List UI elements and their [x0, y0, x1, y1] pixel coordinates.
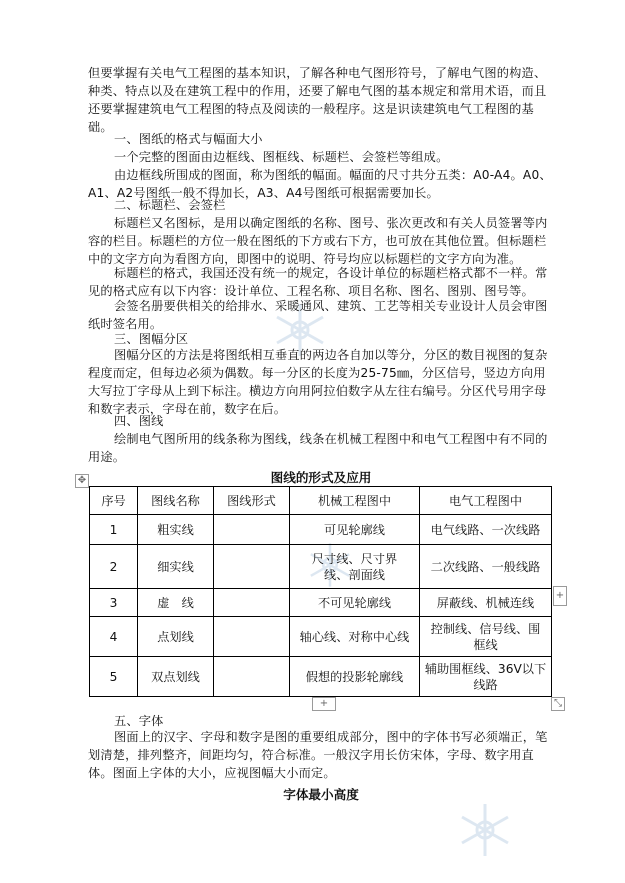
table-header-cell: 图线名称 — [138, 487, 214, 515]
table-cell — [214, 589, 290, 617]
body-paragraph: 绘制电气图所用的线条称为图线，线条在机械工程图中和电气工程图中有不同的用途。 — [88, 432, 548, 464]
body-paragraph: 标题栏的格式，我国还没有统一的规定，各设计单位的标题栏格式都不一样。常见的格式应有以下内容：设计单位、工程名称、项目名称、图名、图别、图号等。 — [88, 266, 548, 298]
intro-paragraph: 但要掌握有关电气工程图的基本知识，了解各种电气图形符号，了解电气图的构造、种类、特点以及在建筑工程中的作用，还要了解电气图的基本规定和常用术语，而且还要掌握建筑电气工程图的特点及阅读的一般程序。这是识读建筑电气工程图的基础。 — [88, 66, 547, 134]
table-cell: 3 — [90, 589, 138, 617]
table-cell — [214, 617, 290, 657]
table-cell: 不可见轮廓线 — [290, 589, 420, 617]
body-paragraph: 会签名册要供相关的给排水、采暖通风、建筑、工艺等相关专业设计人员会审图纸时签名用。 — [88, 299, 548, 331]
snowflake-watermark-icon — [455, 800, 515, 860]
table-cell: 粗实线 — [138, 515, 214, 545]
body-paragraph: 图面上的汉字、字母和数字是图的重要组成部分，图中的字体书写必须端正，笔划清楚，排列整齐，间距均匀，符合标准。一般汉字用长仿宋体，字母、数字用直体。图面上字体的大小，应视图幅大小而定。 — [88, 730, 548, 780]
table-cell: 细实线 — [138, 545, 214, 589]
table-cell: 1 — [90, 515, 138, 545]
table-cell: 双点划线 — [138, 657, 214, 697]
table-title: 图线的形式及应用 — [270, 470, 372, 485]
table-cell: 轴心线、对称中心线 — [290, 617, 420, 657]
table-header-cell: 电气工程图中 — [420, 487, 552, 515]
table-header-cell: 图线形式 — [214, 487, 290, 515]
line-types-table — [89, 486, 552, 697]
table-row — [90, 545, 552, 589]
body-paragraph: 由边框线所围成的图面，称为图纸的幅面。幅面的尺寸共分五类：A0-A4。A0、A1、A2号图纸一般不得加长，A3、A4号图纸可根据需要加长。 — [88, 168, 552, 200]
table-row — [90, 589, 552, 617]
table-cell: 5 — [90, 657, 138, 697]
table-cell: 屏蔽线、机械连线 — [420, 589, 552, 617]
table-row — [90, 657, 552, 697]
table-header-cell: 机械工程图中 — [290, 487, 420, 515]
table-cell: 二次线路、一般线路 — [420, 545, 552, 589]
section-heading-3: 三、图幅分区 — [114, 332, 189, 346]
table-cell — [214, 545, 290, 589]
table-cell: 虚 线 — [138, 589, 214, 617]
section-heading-2: 二、标题栏、会签栏 — [114, 198, 226, 212]
table-cell: 控制线、信号线、围框线 — [420, 617, 552, 657]
table-header-row — [90, 487, 552, 515]
add-row-button[interactable]: + — [312, 697, 336, 711]
table-cell: 电气线路、一次线路 — [420, 515, 552, 545]
table-row — [90, 515, 552, 545]
table-move-handle-icon[interactable]: ✥ — [75, 474, 89, 488]
add-column-button[interactable]: + — [553, 586, 567, 606]
table-cell: 尺寸线、尺寸界线、剖面线 — [290, 545, 420, 589]
section-heading-4: 四、图线 — [114, 414, 164, 428]
table-row — [90, 617, 552, 657]
table-cell: 点划线 — [138, 617, 214, 657]
section-heading-5: 五、字体 — [114, 714, 164, 728]
body-paragraph: 一个完整的图面由边框线、图框线、标题栏、会签栏等组成。 — [114, 150, 449, 164]
table-cell: 2 — [90, 545, 138, 589]
table-cell — [214, 515, 290, 545]
table-cell: 辅助围框线、36V以下线路 — [420, 657, 552, 697]
body-paragraph: 标题栏又名图标，是用以确定图纸的名称、图号、张次更改和有关人员签署等内容的栏目。标题栏的方位一般在图纸的下方或右下方，也可放在其他位置。但标题栏中的文字方向为看图方向，即图中的说明、符号均应以标题栏的文字方向为准。 — [88, 216, 548, 266]
table-header-cell: 序号 — [90, 487, 138, 515]
body-paragraph: 图幅分区的方法是将图纸相互垂直的两边各自加以等分，分区的数目视图的复杂程度而定，但每边必须为偶数。每一分区的长度为25-75㎜，分区信号，竖边方向用大写拉丁字母从上到下标注。横边方向用阿拉伯数字从左往右编号。分区代号用字母和数字表示，字母在前，数字在后。 — [88, 348, 548, 416]
table-cell — [214, 657, 290, 697]
table-cell: 假想的投影轮廓线 — [290, 657, 420, 697]
table-cell: 4 — [90, 617, 138, 657]
section-heading-1: 一、图纸的格式与幅面大小 — [114, 132, 263, 146]
table-resize-handle-icon[interactable]: ⤡ — [551, 697, 565, 711]
table-cell: 可见轮廓线 — [290, 515, 420, 545]
font-table-title: 字体最小高度 — [283, 787, 359, 802]
